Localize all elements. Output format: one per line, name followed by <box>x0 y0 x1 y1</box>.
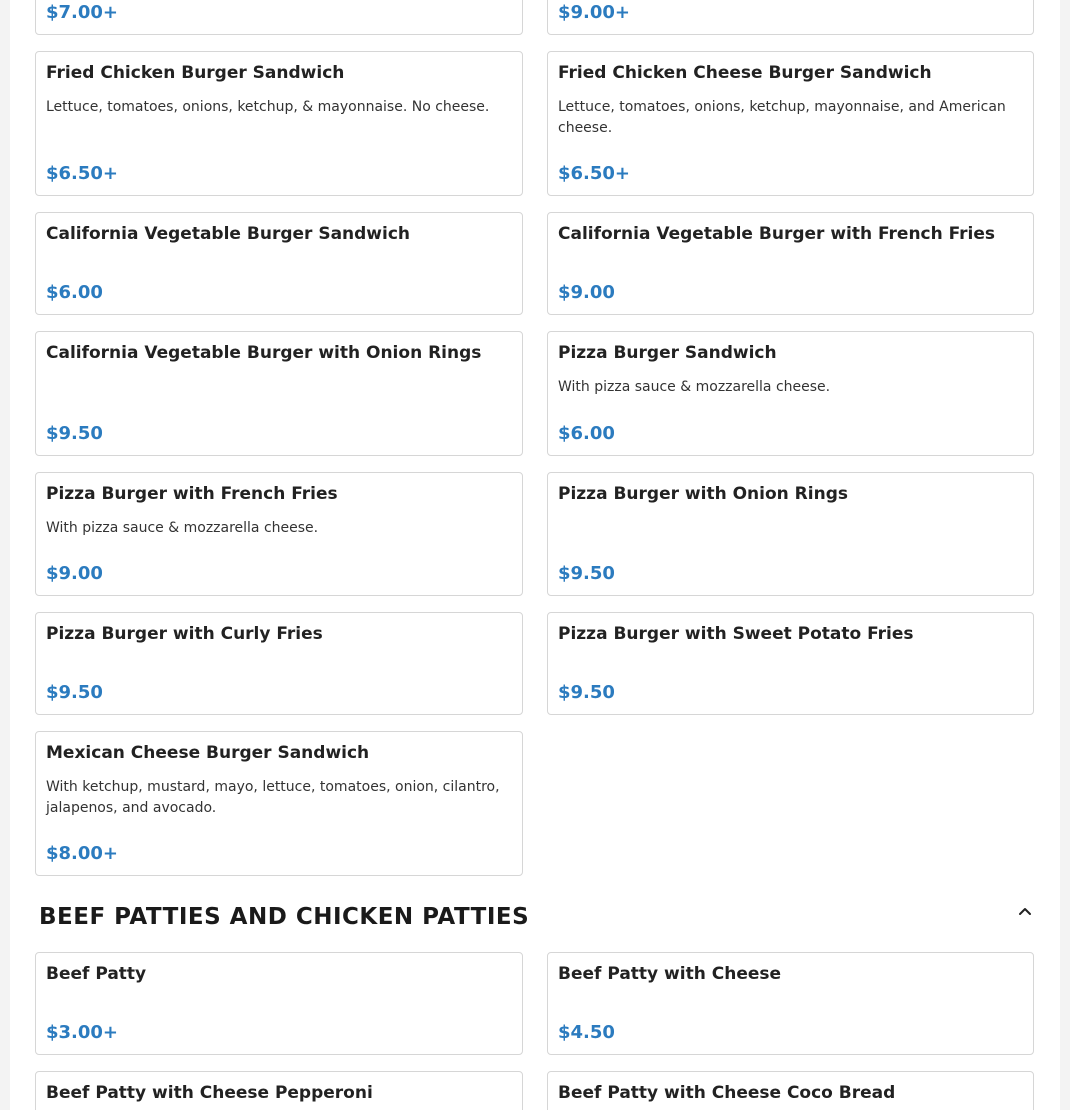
item-price: $6.50+ <box>558 163 631 184</box>
menu-item-card[interactable] <box>35 612 523 715</box>
item-title: Pizza Burger with Sweet Potato Fries <box>558 624 914 644</box>
menu-page <box>10 0 1060 1110</box>
item-description: With pizza sauce & mozzarella cheese. <box>46 520 319 536</box>
item-price: $7.00+ <box>46 2 119 23</box>
menu-item-card[interactable] <box>547 472 1034 596</box>
item-title: California Vegetable Burger with French Fries <box>558 224 996 244</box>
item-title: Pizza Burger with Curly Fries <box>46 624 323 644</box>
menu-item-card[interactable] <box>35 212 523 315</box>
item-price: $8.00+ <box>46 843 119 864</box>
section-header-beef-patties[interactable] <box>38 895 1035 939</box>
item-price: $3.00+ <box>46 1022 119 1043</box>
item-title: Pizza Burger with French Fries <box>46 484 338 504</box>
menu-item-card[interactable] <box>35 472 523 596</box>
item-title: Beef Patty with Cheese Coco Bread <box>558 1083 896 1103</box>
item-price: $9.50 <box>46 682 103 703</box>
menu-item-card[interactable] <box>547 952 1034 1055</box>
menu-item-card[interactable] <box>35 952 523 1055</box>
item-price: $6.00 <box>558 423 615 444</box>
item-description: With pizza sauce & mozzarella cheese. <box>558 379 831 395</box>
menu-item-card[interactable] <box>35 51 523 196</box>
menu-item-card[interactable] <box>547 1071 1034 1110</box>
item-price: $9.00 <box>46 563 103 584</box>
menu-item-card[interactable] <box>35 0 523 35</box>
item-price: $9.50 <box>46 423 103 444</box>
item-title: Beef Patty with Cheese <box>558 964 782 984</box>
menu-item-card[interactable] <box>35 331 523 456</box>
menu-item-card[interactable] <box>35 731 523 876</box>
item-title: Pizza Burger with Onion Rings <box>558 484 848 504</box>
chevron-up-icon[interactable] <box>1015 901 1035 921</box>
item-title: Pizza Burger Sandwich <box>558 343 777 363</box>
menu-item-card[interactable] <box>547 51 1034 196</box>
item-price: $9.00+ <box>558 2 631 23</box>
item-title: California Vegetable Burger with Onion Rings <box>46 343 482 363</box>
item-title: Mexican Cheese Burger Sandwich <box>46 743 370 763</box>
item-price: $9.00 <box>558 282 615 303</box>
menu-item-card[interactable] <box>35 1071 523 1110</box>
item-price: $4.50 <box>558 1022 615 1043</box>
item-title: Fried Chicken Cheese Burger Sandwich <box>558 63 932 83</box>
menu-item-card[interactable] <box>547 612 1034 715</box>
section-title: BEEF PATTIES AND CHICKEN PATTIES <box>39 904 530 930</box>
item-description: Lettuce, tomatoes, onions, ketchup, & mayonnaise. No cheese. <box>46 99 490 115</box>
item-description: With ketchup, mustard, mayo, lettuce, tomatoes, onion, cilantro, jalapenos, and avocado. <box>46 779 500 816</box>
item-price: $6.00 <box>46 282 103 303</box>
menu-item-card[interactable] <box>547 212 1034 315</box>
item-title: California Vegetable Burger Sandwich <box>46 224 411 244</box>
item-price: $9.50 <box>558 682 615 703</box>
menu-item-card[interactable] <box>547 331 1034 456</box>
item-price: $9.50 <box>558 563 615 584</box>
item-description: Lettuce, tomatoes, onions, ketchup, mayonnaise, and American cheese. <box>558 99 1006 136</box>
item-title: Beef Patty with Cheese Pepperoni <box>46 1083 373 1103</box>
item-title: Beef Patty <box>46 964 147 984</box>
item-title: Fried Chicken Burger Sandwich <box>46 63 345 83</box>
menu-item-card[interactable] <box>547 0 1034 35</box>
item-price: $6.50+ <box>46 163 119 184</box>
